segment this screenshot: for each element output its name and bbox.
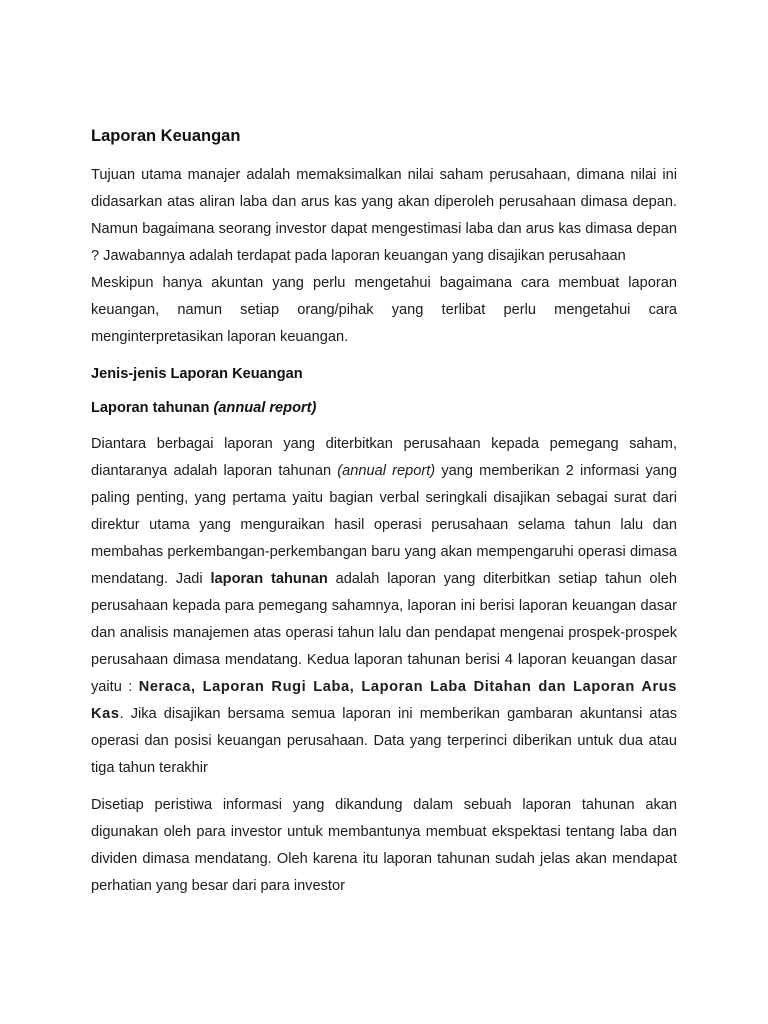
- annual-report-bold-term: laporan tahunan: [210, 571, 328, 587]
- annual-report-text-2: yang memberikan 2 informasi yang paling penting, yang pertama yaitu bagian verbal seringkali disajikan sebagai surat dari direktur utama yang menguraikan hasil operasi perusahaan selama tahun lalu dan membahas perkembangan-perkembangan baru yang akan mempengaruhi operasi dimasa mendatang. Jadi: [91, 463, 677, 587]
- section-heading: Jenis-jenis Laporan Keuangan: [91, 366, 303, 382]
- annual-report-heading-italic: (annual report): [213, 400, 317, 416]
- annual-report-paragraph: [91, 431, 677, 782]
- document-page: [91, 124, 677, 900]
- document-title: Laporan Keuangan: [91, 127, 241, 145]
- annual-report-heading-text: Laporan tahunan: [91, 400, 214, 416]
- annual-report-text-3: adalah laporan yang diterbitkan setiap tahun oleh perusahaan kepada para pemegang sahamnya, laporan ini berisi laporan keuangan dasar dan analisis manajemen atas operasi tahun lalu dan pendapat mengenai prospek-prospek perusahaan dimasa mendatang. Kedua laporan tahunan berisi 4 laporan keuangan dasar yaitu :: [91, 571, 677, 695]
- annual-report-italic-term: (annual report): [337, 463, 436, 479]
- closing-paragraph: Disetiap peristiwa informasi yang dikandung dalam sebuah laporan tahunan akan digunakan oleh para investor untuk membantunya membuat ekspektasi tentang laba dan dividen dimasa mendatang. Oleh karena itu laporan tahunan sudah jelas akan mendapat perhatian yang besar dari para investor: [91, 797, 677, 894]
- annual-report-text-4: . Jika disajikan bersama semua laporan ini memberikan gambaran akuntansi atas operasi dan posisi keuangan perusahaan. Data yang terperinci diberikan untuk dua atau tiga tahun terakhir: [91, 706, 677, 776]
- annual-report-text-1: Diantara berbagai laporan yang diterbitkan perusahaan kepada pemegang saham, diantaranya adalah laporan tahunan: [91, 436, 677, 479]
- intro-paragraph: Tujuan utama manajer adalah memaksimalkan nilai saham perusahaan, dimana nilai ini didasarkan atas aliran laba dan arus kas yang akan diperoleh perusahaan dimasa depan. Namun bagaimana seorang investor dapat mengestimasi laba dan arus kas dimasa depan ? Jawabannya adalah terdapat pada laporan keuangan yang disajikan perusahaan: [91, 167, 677, 264]
- financial-statements-list: Neraca, Laporan Rugi Laba, Laporan Laba Ditahan dan Laporan Arus Kas: [91, 679, 677, 722]
- second-paragraph: Meskipun hanya akuntan yang perlu mengetahui bagaimana cara membuat laporan keuangan, namun setiap orang/pihak yang terlibat perlu mengetahui cara menginterpretasikan laporan keuangan.: [91, 275, 677, 345]
- annual-report-heading: [91, 395, 677, 421]
